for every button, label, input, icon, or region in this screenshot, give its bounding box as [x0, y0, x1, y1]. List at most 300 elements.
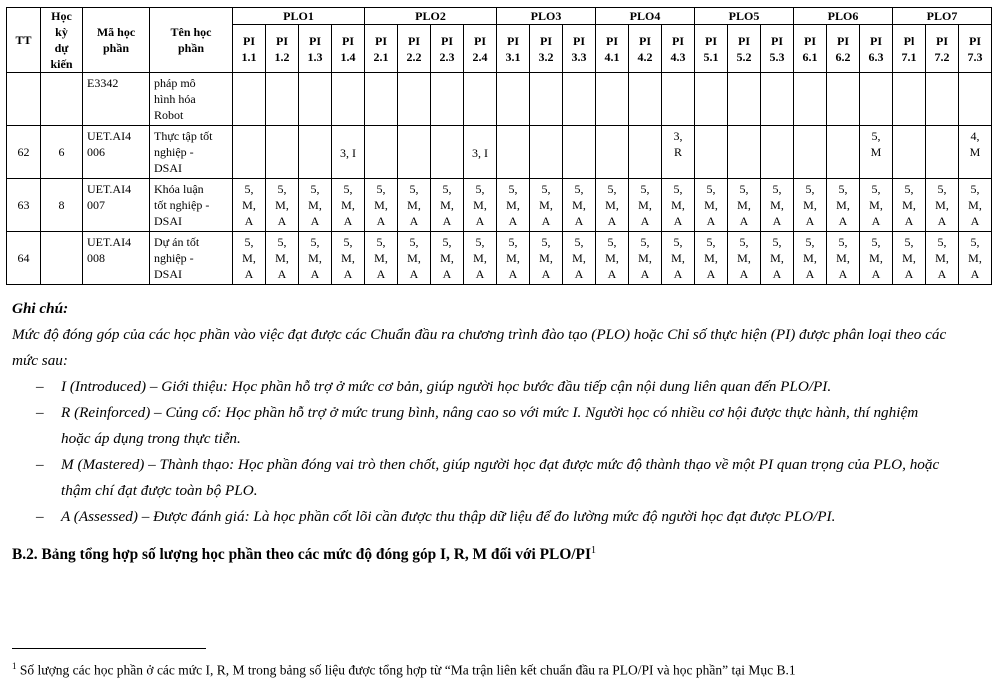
contribution-cell	[464, 73, 497, 126]
contribution-cell	[794, 179, 827, 232]
cell-line: M,	[671, 251, 685, 265]
cell-line: PI	[870, 33, 882, 48]
cell-line: PI	[705, 33, 717, 48]
cell-line: M,	[242, 198, 256, 212]
note-item-text: A (Assessed) – Được đánh giá: Là học phần cốt lõi cần được thu thập dữ liệu để đo lường mức độ người học đạt được PLO/PI.	[61, 508, 836, 525]
header-ma-hoc-phan: Mã học phần	[83, 8, 150, 73]
cell-line: 6.3	[868, 49, 884, 64]
cell-line: M,	[341, 251, 355, 265]
cell-line: PI	[573, 33, 585, 48]
pi-header	[299, 25, 332, 73]
cell-line: 2.4	[472, 49, 488, 64]
cell-line: 4.2	[637, 49, 653, 64]
cell-line: M,	[935, 251, 949, 265]
contribution-cell	[827, 179, 860, 232]
cell-tt: 63	[7, 179, 41, 232]
cell-line: 5,	[277, 235, 287, 249]
cell-line: 5,	[871, 235, 881, 249]
contribution-cell	[761, 73, 794, 126]
plo-header: PLO6	[794, 8, 893, 25]
contribution-cell	[464, 179, 497, 232]
contribution-cell	[299, 73, 332, 126]
cell-line: M,	[671, 198, 685, 212]
contribution-cell	[464, 232, 497, 285]
cell-line: M,	[803, 251, 817, 265]
contribution-cell	[629, 73, 662, 126]
cell-ma-hoc-phan	[83, 179, 150, 232]
cell-line: 3.3	[571, 49, 587, 64]
cell-line: A	[409, 267, 419, 281]
cell-line: A	[376, 214, 386, 228]
cell-line: 5,	[772, 182, 782, 196]
contribution-cell	[233, 126, 266, 179]
cell-line: A	[706, 267, 716, 281]
cell-line: 5,	[970, 235, 980, 249]
cell-line: A	[310, 267, 320, 281]
contribution-cell	[596, 179, 629, 232]
cell-line: M,	[440, 198, 454, 212]
cell-line: M,	[935, 198, 949, 212]
cell-line: A	[937, 214, 947, 228]
contribution-cell	[893, 126, 926, 179]
cell-ma-hoc-phan	[83, 73, 150, 126]
cell-line: M,	[770, 198, 784, 212]
cell-line: 3, I	[340, 146, 356, 160]
contribution-cell	[464, 126, 497, 179]
cell-line: A	[343, 214, 353, 228]
pi-header	[662, 25, 695, 73]
contribution-cell	[827, 126, 860, 179]
cell-line: 5,	[475, 182, 485, 196]
pi-header	[827, 25, 860, 73]
cell-line: 5,	[640, 235, 650, 249]
cell-line: 007	[87, 198, 105, 212]
cell-tt: 64	[7, 232, 41, 285]
cell-tt: 62	[7, 126, 41, 179]
cell-line: A	[508, 214, 518, 228]
plo-header: PLO4	[596, 8, 695, 25]
cell-line: M,	[704, 251, 718, 265]
pi-header	[497, 25, 530, 73]
cell-ma-hoc-phan	[83, 126, 150, 179]
cell-line: 5,	[739, 182, 749, 196]
cell-line: M,	[308, 251, 322, 265]
contribution-cell	[431, 232, 464, 285]
cell-line: 5,	[508, 235, 518, 249]
cell-line: 6.1	[802, 49, 818, 64]
cell-line: M	[870, 145, 882, 159]
contribution-cell	[299, 232, 332, 285]
contribution-cell	[233, 179, 266, 232]
cell-line: 5,	[508, 182, 518, 196]
cell-line: M,	[572, 198, 586, 212]
cell-line: M,	[902, 251, 916, 265]
pi-header	[959, 25, 992, 73]
cell-line: 4.1	[604, 49, 620, 64]
contribution-cell	[728, 232, 761, 285]
contribution-cell	[695, 73, 728, 126]
cell-line: 5,	[673, 235, 683, 249]
cell-line: DSAI	[154, 214, 183, 228]
contribution-cell	[728, 179, 761, 232]
header-ten-hoc-phan: Tên học phần	[150, 8, 233, 73]
pi-header	[266, 25, 299, 73]
cell-line: tốt nghiệp -	[154, 198, 210, 212]
cell-line: 1.2	[274, 49, 290, 64]
contribution-cell	[398, 179, 431, 232]
cell-line: Khóa luận	[154, 182, 204, 196]
cell-line: A	[343, 267, 353, 281]
cell-line: 5,	[310, 235, 320, 249]
contribution-cell	[728, 73, 761, 126]
cell-line: UET.AI4	[87, 129, 132, 143]
plo-header: PLO5	[695, 8, 794, 25]
contribution-cell	[332, 179, 365, 232]
dash-bullet: –	[36, 404, 44, 421]
notes-title: Ghi chú:	[12, 300, 69, 317]
contribution-cell	[497, 179, 530, 232]
cell-line: 006	[87, 145, 105, 159]
notes-block	[12, 296, 947, 530]
cell-line: PI	[441, 33, 453, 48]
cell-line: 3.1	[505, 49, 521, 64]
cell-line: PI	[408, 33, 420, 48]
contribution-cell	[365, 126, 398, 179]
cell-line: PI	[342, 33, 354, 48]
cell-line: M,	[836, 251, 850, 265]
contribution-cell	[431, 73, 464, 126]
header-hoc-ky: Học kỳ dự kiến	[41, 8, 83, 73]
contribution-cell	[530, 126, 563, 179]
cell-line: A	[937, 267, 947, 281]
contribution-cell	[926, 232, 959, 285]
note-item-text: M (Mastered) – Thành thạo: Học phần đóng vai trò then chốt, giúp người học đạt được mức độ thành thạo về một PI quan trọng của PLO, hoặc thậm chí đạt được toàn bộ PLO.	[61, 456, 940, 499]
cell-line: M,	[704, 198, 718, 212]
table-row	[7, 73, 992, 126]
cell-line: 5,	[937, 235, 947, 249]
cell-line: M,	[407, 251, 421, 265]
contribution-cell	[695, 232, 728, 285]
cell-line: pháp mô	[154, 76, 196, 90]
cell-line: A	[739, 267, 749, 281]
cell-line: M,	[308, 198, 322, 212]
contribution-cell	[959, 179, 992, 232]
cell-line: A	[475, 214, 485, 228]
cell-line: 5,	[805, 182, 815, 196]
plo-pi-matrix-table	[6, 7, 992, 285]
cell-line: 5,	[376, 182, 386, 196]
contribution-cell	[761, 179, 794, 232]
cell-line: A	[871, 214, 881, 228]
cell-line: 3,	[673, 129, 683, 143]
pi-header	[332, 25, 365, 73]
note-item-mastered	[12, 452, 947, 504]
cell-line: M,	[902, 198, 916, 212]
cell-line: 3.2	[538, 49, 554, 64]
cell-line: 5,	[541, 182, 551, 196]
cell-line: A	[904, 267, 914, 281]
cell-line: 5,	[673, 182, 683, 196]
cell-line: PI	[309, 33, 321, 48]
cell-line: A	[838, 214, 848, 228]
contribution-cell	[794, 73, 827, 126]
cell-line: PI	[672, 33, 684, 48]
contribution-cell	[332, 73, 365, 126]
contribution-cell	[926, 179, 959, 232]
pi-header	[398, 25, 431, 73]
cell-line: M,	[506, 251, 520, 265]
cell-line: R	[673, 145, 682, 159]
cell-line: A	[508, 267, 518, 281]
contribution-cell	[530, 232, 563, 285]
cell-line: M,	[803, 198, 817, 212]
cell-line: PI	[804, 33, 816, 48]
cell-line: A	[409, 214, 419, 228]
pi-header	[761, 25, 794, 73]
contribution-cell	[926, 126, 959, 179]
cell-line: hình hóa	[154, 92, 196, 106]
cell-line: M,	[968, 251, 982, 265]
contribution-cell	[860, 232, 893, 285]
cell-line: M,	[473, 251, 487, 265]
cell-line: 5.2	[736, 49, 752, 64]
cell-line: 5,	[475, 235, 485, 249]
cell-line: M,	[638, 198, 652, 212]
cell-line: 2.3	[439, 49, 455, 64]
cell-line: M,	[374, 251, 388, 265]
cell-line: A	[871, 267, 881, 281]
pi-header	[794, 25, 827, 73]
contribution-cell	[596, 73, 629, 126]
cell-hoc-ky	[41, 73, 83, 126]
contribution-cell	[332, 232, 365, 285]
cell-line: 5,	[244, 182, 254, 196]
cell-hoc-ky: 8	[41, 179, 83, 232]
pi-header	[893, 25, 926, 73]
cell-line: 2.1	[373, 49, 389, 64]
table-row	[7, 126, 992, 179]
cell-line: M,	[341, 198, 355, 212]
contribution-cell	[893, 179, 926, 232]
contribution-cell	[563, 232, 596, 285]
cell-ten-hoc-phan	[150, 73, 233, 126]
contribution-cell	[365, 73, 398, 126]
cell-line: 1.1	[241, 49, 257, 64]
contribution-cell	[431, 126, 464, 179]
cell-line: 5,	[541, 235, 551, 249]
cell-ten-hoc-phan	[150, 126, 233, 179]
pi-header	[728, 25, 761, 73]
contribution-cell	[728, 126, 761, 179]
cell-line: M,	[605, 198, 619, 212]
cell-hoc-ky: 6	[41, 126, 83, 179]
footnote-text: Số lượng các học phần ở các mức I, R, M trong bảng số liệu được tổng hợp từ “Ma trận liên kết chuẩn đầu ra PLO/PI và học phần” tại Mục B.1	[16, 662, 796, 678]
cell-line: M,	[737, 198, 751, 212]
contribution-cell	[398, 232, 431, 285]
contribution-cell	[497, 232, 530, 285]
cell-line: M,	[275, 251, 289, 265]
cell-line: 7.1	[901, 49, 917, 64]
footnote-ref[interactable]: 1	[590, 545, 596, 556]
cell-line: UET.AI4	[87, 182, 132, 196]
cell-line: A	[772, 214, 782, 228]
cell-line: 5,	[838, 235, 848, 249]
cell-line: 5.1	[703, 49, 719, 64]
contribution-cell	[266, 126, 299, 179]
notes-intro: Mức độ đóng góp của các học phần vào việc đạt được các Chuẩn đầu ra chương trình đào tạo (PLO) hoặc Chỉ số thực hiện (PI) được phân loại theo các mức sau:	[12, 326, 947, 369]
contribution-cell	[695, 179, 728, 232]
cell-line: M,	[374, 198, 388, 212]
contribution-cell	[761, 232, 794, 285]
cell-line: A	[607, 267, 617, 281]
cell-ma-hoc-phan	[83, 232, 150, 285]
cell-line: 5,	[838, 182, 848, 196]
cell-line: M,	[968, 198, 982, 212]
pi-header	[926, 25, 959, 73]
contribution-cell	[860, 126, 893, 179]
contribution-cell	[233, 73, 266, 126]
contribution-cell	[860, 73, 893, 126]
cell-line: nghiệp -	[154, 145, 194, 159]
plo-header: PLO1	[233, 8, 365, 25]
cell-line: M,	[572, 251, 586, 265]
contribution-cell	[530, 179, 563, 232]
cell-line: A	[805, 267, 815, 281]
pi-header	[695, 25, 728, 73]
dash-bullet: –	[36, 456, 44, 473]
cell-line: 5,	[277, 182, 287, 196]
plo-header: PLO7	[893, 8, 992, 25]
contribution-cell	[926, 73, 959, 126]
cell-line: 2.2	[406, 49, 422, 64]
cell-line: 5,	[904, 235, 914, 249]
cell-line: M,	[869, 198, 883, 212]
cell-line: M,	[539, 251, 553, 265]
contribution-cell	[398, 126, 431, 179]
cell-line: A	[541, 267, 551, 281]
cell-line: A	[574, 214, 584, 228]
pi-header	[860, 25, 893, 73]
cell-line: M,	[737, 251, 751, 265]
cell-line: PI	[474, 33, 486, 48]
cell-line: M,	[275, 198, 289, 212]
cell-line: 5,	[871, 182, 881, 196]
contribution-cell	[299, 179, 332, 232]
contribution-cell	[893, 232, 926, 285]
cell-line: 5,	[442, 182, 452, 196]
cell-line: 4,	[970, 129, 980, 143]
dash-bullet: –	[36, 378, 44, 395]
cell-line: 5,	[706, 235, 716, 249]
cell-line: PI	[771, 33, 783, 48]
cell-line: Robot	[154, 108, 184, 122]
table-row	[7, 179, 992, 232]
cell-line: 5,	[409, 182, 419, 196]
contribution-cell	[695, 126, 728, 179]
contribution-cell	[266, 179, 299, 232]
plo-header: PLO2	[365, 8, 497, 25]
contribution-cell	[398, 73, 431, 126]
cell-line: DSAI	[154, 267, 183, 281]
cell-line: 5,	[574, 235, 584, 249]
contribution-cell	[563, 126, 596, 179]
cell-line: 5,	[244, 235, 254, 249]
cell-line: 5,	[871, 129, 881, 143]
contribution-cell	[662, 126, 695, 179]
cell-line: A	[607, 214, 617, 228]
contribution-cell	[332, 126, 365, 179]
cell-line: PI	[639, 33, 651, 48]
pi-header	[365, 25, 398, 73]
cell-ten-hoc-phan	[150, 179, 233, 232]
contribution-cell	[497, 73, 530, 126]
contribution-cell	[299, 126, 332, 179]
contribution-cell	[662, 179, 695, 232]
cell-line: PI	[507, 33, 519, 48]
pi-header	[530, 25, 563, 73]
cell-line: M,	[242, 251, 256, 265]
cell-line: M,	[539, 198, 553, 212]
cell-line: PI	[936, 33, 948, 48]
cell-line: 5,	[442, 235, 452, 249]
cell-line: M,	[770, 251, 784, 265]
cell-line: M,	[473, 198, 487, 212]
cell-line: 5,	[937, 182, 947, 196]
cell-line: 5,	[640, 182, 650, 196]
cell-line: Thực tập tốt	[154, 129, 213, 143]
dash-bullet: –	[36, 508, 44, 525]
contribution-cell	[662, 232, 695, 285]
note-item-reinforced	[12, 400, 947, 452]
cell-line: A	[904, 214, 914, 228]
contribution-cell	[266, 232, 299, 285]
cell-line: 5,	[574, 182, 584, 196]
cell-line: A	[673, 267, 683, 281]
cell-line: A	[805, 214, 815, 228]
footnote-separator	[12, 648, 206, 649]
cell-line: 5,	[805, 235, 815, 249]
cell-line: A	[706, 214, 716, 228]
cell-line: M	[969, 145, 981, 159]
contribution-cell	[629, 179, 662, 232]
cell-hoc-ky	[41, 232, 83, 285]
cell-line: 6.2	[835, 49, 851, 64]
cell-line: PI	[243, 33, 255, 48]
contribution-cell	[365, 232, 398, 285]
section-title: B.2. Bảng tổng hợp số lượng học phần theo các mức độ đóng góp I, R, M đối với PLO/PI	[12, 546, 591, 564]
contribution-cell	[596, 126, 629, 179]
header-tt: TT	[7, 8, 41, 73]
cell-line: A	[277, 267, 287, 281]
contribution-cell	[563, 73, 596, 126]
contribution-cell	[563, 179, 596, 232]
cell-line: M,	[407, 198, 421, 212]
cell-line: A	[739, 214, 749, 228]
pi-header	[431, 25, 464, 73]
cell-line: 5,	[310, 182, 320, 196]
cell-tt	[7, 73, 41, 126]
plo-header: PLO3	[497, 8, 596, 25]
cell-line: A	[475, 267, 485, 281]
cell-line: 5,	[409, 235, 419, 249]
cell-line: M,	[506, 198, 520, 212]
cell-line: A	[310, 214, 320, 228]
note-item-introduced	[12, 374, 947, 400]
cell-line: M,	[869, 251, 883, 265]
pi-header	[563, 25, 596, 73]
cell-line: 5,	[970, 182, 980, 196]
contribution-cell	[893, 73, 926, 126]
